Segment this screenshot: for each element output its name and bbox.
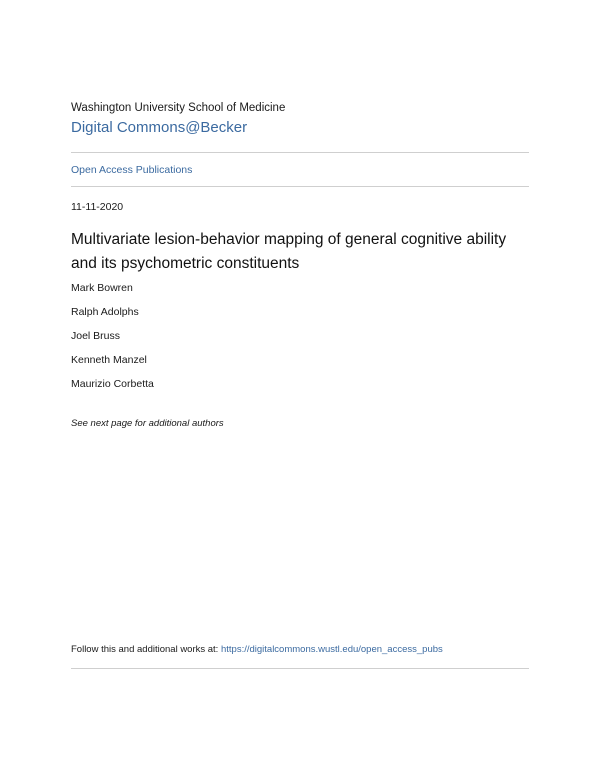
author-name: Joel Bruss	[71, 330, 121, 342]
additional-authors-note: See next page for additional authors	[71, 418, 224, 429]
publication-date: 11-11-2020	[71, 201, 124, 213]
repository-link[interactable]: Digital Commons@Becker	[71, 119, 248, 136]
follow-text: Follow this and additional works at:	[71, 644, 221, 655]
follow-statement	[71, 644, 443, 655]
open-access-pubs-link[interactable]: https://digitalcommons.wustl.edu/open_access_pubs	[220, 644, 443, 655]
collection-link[interactable]: Open Access Publications	[71, 164, 193, 176]
author-name: Mark Bowren	[71, 282, 133, 294]
article-title-line-1: Multivariate lesion-behavior mapping of general cognitive ability	[71, 231, 507, 248]
divider-bottom	[71, 668, 529, 669]
author-name: Ralph Adolphs	[71, 306, 139, 318]
divider-collection	[71, 186, 529, 187]
article-title	[71, 228, 531, 276]
institution-name: Washington University School of Medicine	[71, 102, 286, 114]
divider-top	[71, 152, 529, 153]
author-name: Kenneth Manzel	[71, 354, 147, 366]
author-name: Maurizio Corbetta	[71, 378, 154, 390]
article-title-line-2: and its psychometric constituents	[71, 255, 300, 272]
